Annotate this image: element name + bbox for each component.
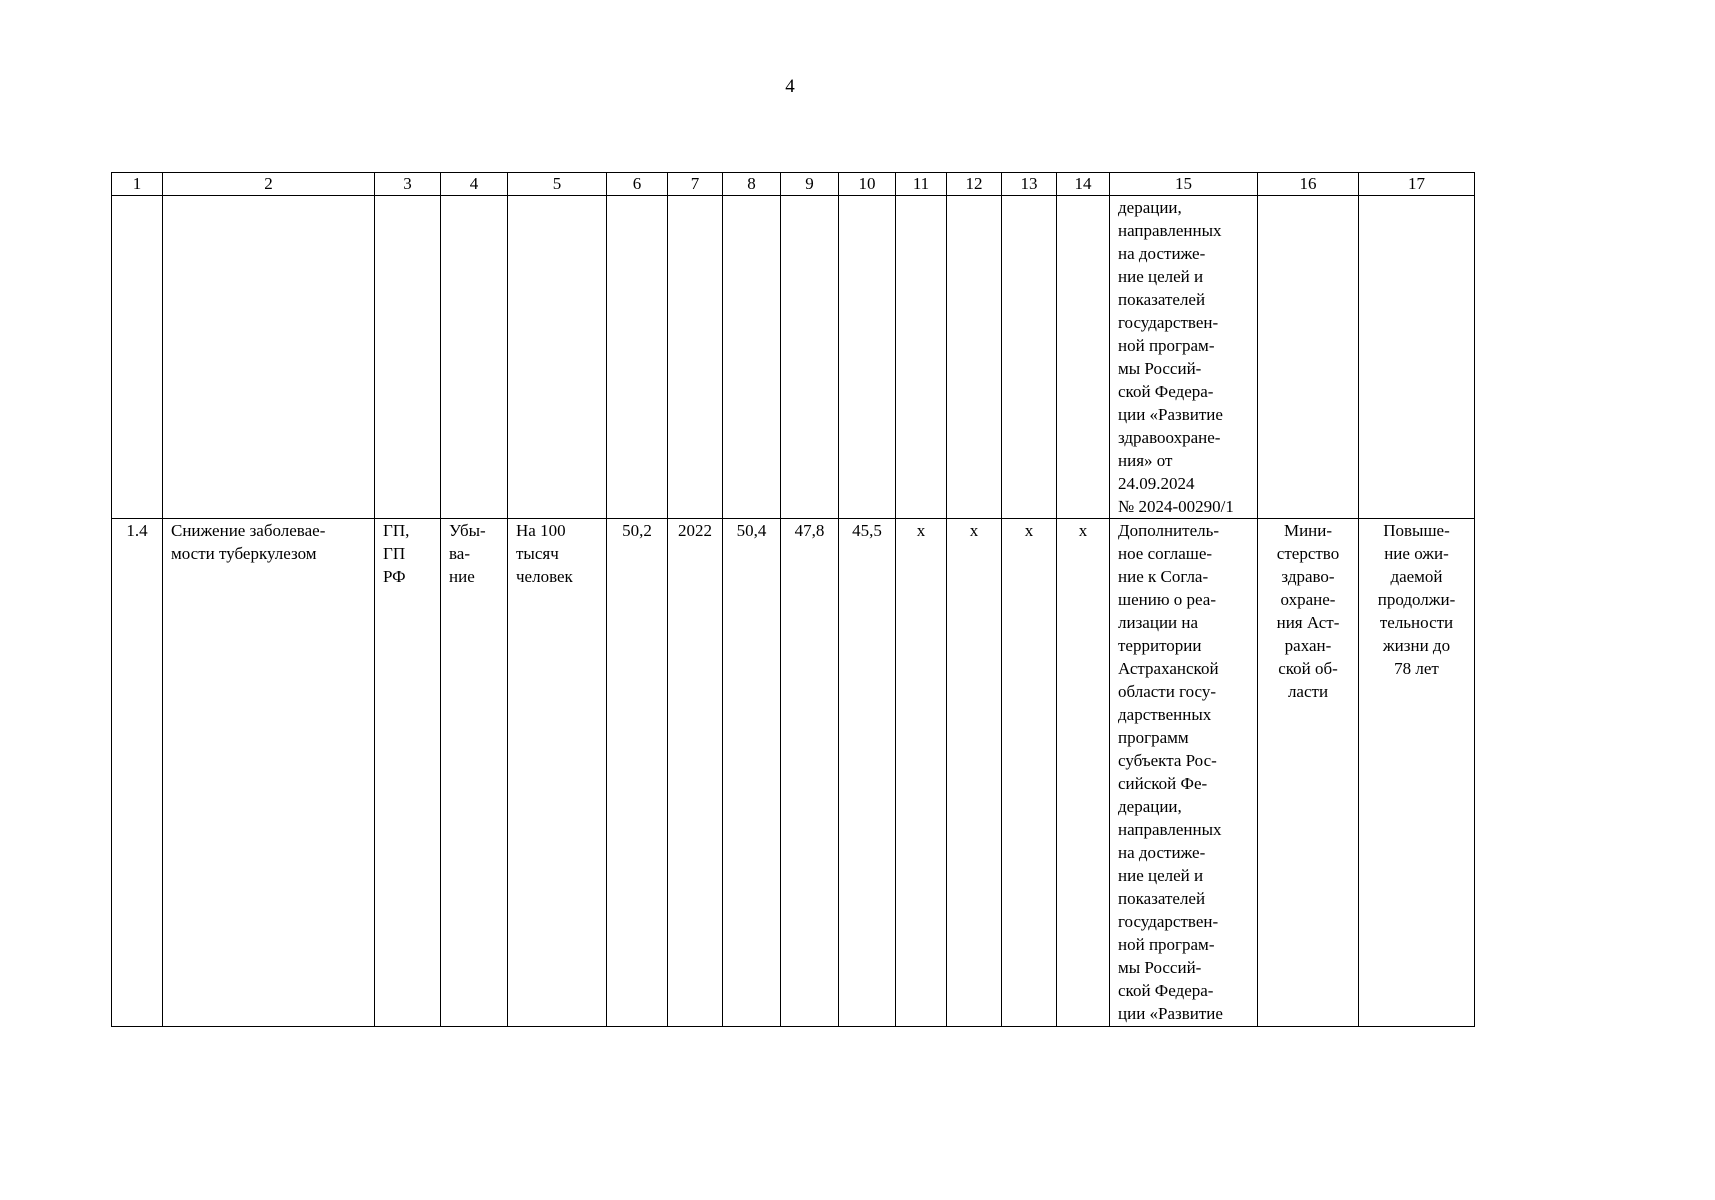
- empty-cell: [839, 196, 896, 519]
- header-cell: 11: [896, 173, 947, 196]
- header-cell: 16: [1258, 173, 1359, 196]
- header-cell: 3: [375, 173, 441, 196]
- header-cell: 12: [947, 173, 1002, 196]
- table-header-row: [112, 173, 1475, 196]
- value-cell: х: [1057, 519, 1110, 1027]
- value-cell: х: [1002, 519, 1057, 1027]
- page-number: 4: [785, 76, 795, 97]
- header-cell: 17: [1359, 173, 1475, 196]
- level-cell: ГП, ГП РФ: [375, 519, 441, 1027]
- base-value-cell: 50,2: [607, 519, 668, 1027]
- header-cell: 5: [508, 173, 607, 196]
- goal-cell: Повыше- ние ожи- даемой продолжи- тельности жизни до 78 лет: [1359, 519, 1475, 1027]
- header-cell: 15: [1110, 173, 1258, 196]
- empty-cell: [441, 196, 508, 519]
- value-cell: 45,5: [839, 519, 896, 1027]
- empty-cell: [375, 196, 441, 519]
- empty-cell: [112, 196, 163, 519]
- header-cell: 4: [441, 173, 508, 196]
- document-cell: Дополнитель- ное соглаше- ние к Согла- шению о реа- лизации на территории Астраханской области госу- дарственных программ субъекта Рос- сийской Фе- дерации, направленных на достиже- ние целей и показателей государствен- ной програм- мы Россий- ской Федера- ции «Развитие: [1110, 519, 1258, 1027]
- header-cell: 7: [668, 173, 723, 196]
- empty-cell: [163, 196, 375, 519]
- empty-cell: [668, 196, 723, 519]
- row-number-cell: 1.4: [112, 519, 163, 1027]
- empty-cell: [723, 196, 781, 519]
- value-cell: х: [947, 519, 1002, 1027]
- header-cell: 10: [839, 173, 896, 196]
- header-cell: 2: [163, 173, 375, 196]
- value-cell: 47,8: [781, 519, 839, 1027]
- base-year-cell: 2022: [668, 519, 723, 1027]
- empty-cell: [1258, 196, 1359, 519]
- empty-cell: [896, 196, 947, 519]
- unit-cell: На 100 тысяч человек: [508, 519, 607, 1027]
- trend-cell: Убы- ва- ние: [441, 519, 508, 1027]
- header-cell: 8: [723, 173, 781, 196]
- value-cell: х: [896, 519, 947, 1027]
- header-cell: 1: [112, 173, 163, 196]
- empty-cell: [1359, 196, 1475, 519]
- table-row: [112, 519, 1475, 1027]
- empty-cell: [508, 196, 607, 519]
- empty-cell: [947, 196, 1002, 519]
- empty-cell: [1057, 196, 1110, 519]
- header-cell: 6: [607, 173, 668, 196]
- indicator-name-cell: Снижение заболевае- мости туберкулезом: [163, 519, 375, 1027]
- table-row-continuation: [112, 196, 1475, 519]
- indicators-table: [111, 172, 1475, 1027]
- header-cell: 13: [1002, 173, 1057, 196]
- responsible-cell: Мини- стерство здраво- охране- ния Аст- рахан- ской об- ласти: [1258, 519, 1359, 1027]
- header-cell: 9: [781, 173, 839, 196]
- document-cell-continued: дерации, направленных на достиже- ние целей и показателей государствен- ной програм- мы Россий- ской Федера- ции «Развитие здравоохране- ния» от 24.09.2024 № 2024-00290/1: [1110, 196, 1258, 519]
- empty-cell: [1002, 196, 1057, 519]
- empty-cell: [781, 196, 839, 519]
- empty-cell: [607, 196, 668, 519]
- header-cell: 14: [1057, 173, 1110, 196]
- value-cell: 50,4: [723, 519, 781, 1027]
